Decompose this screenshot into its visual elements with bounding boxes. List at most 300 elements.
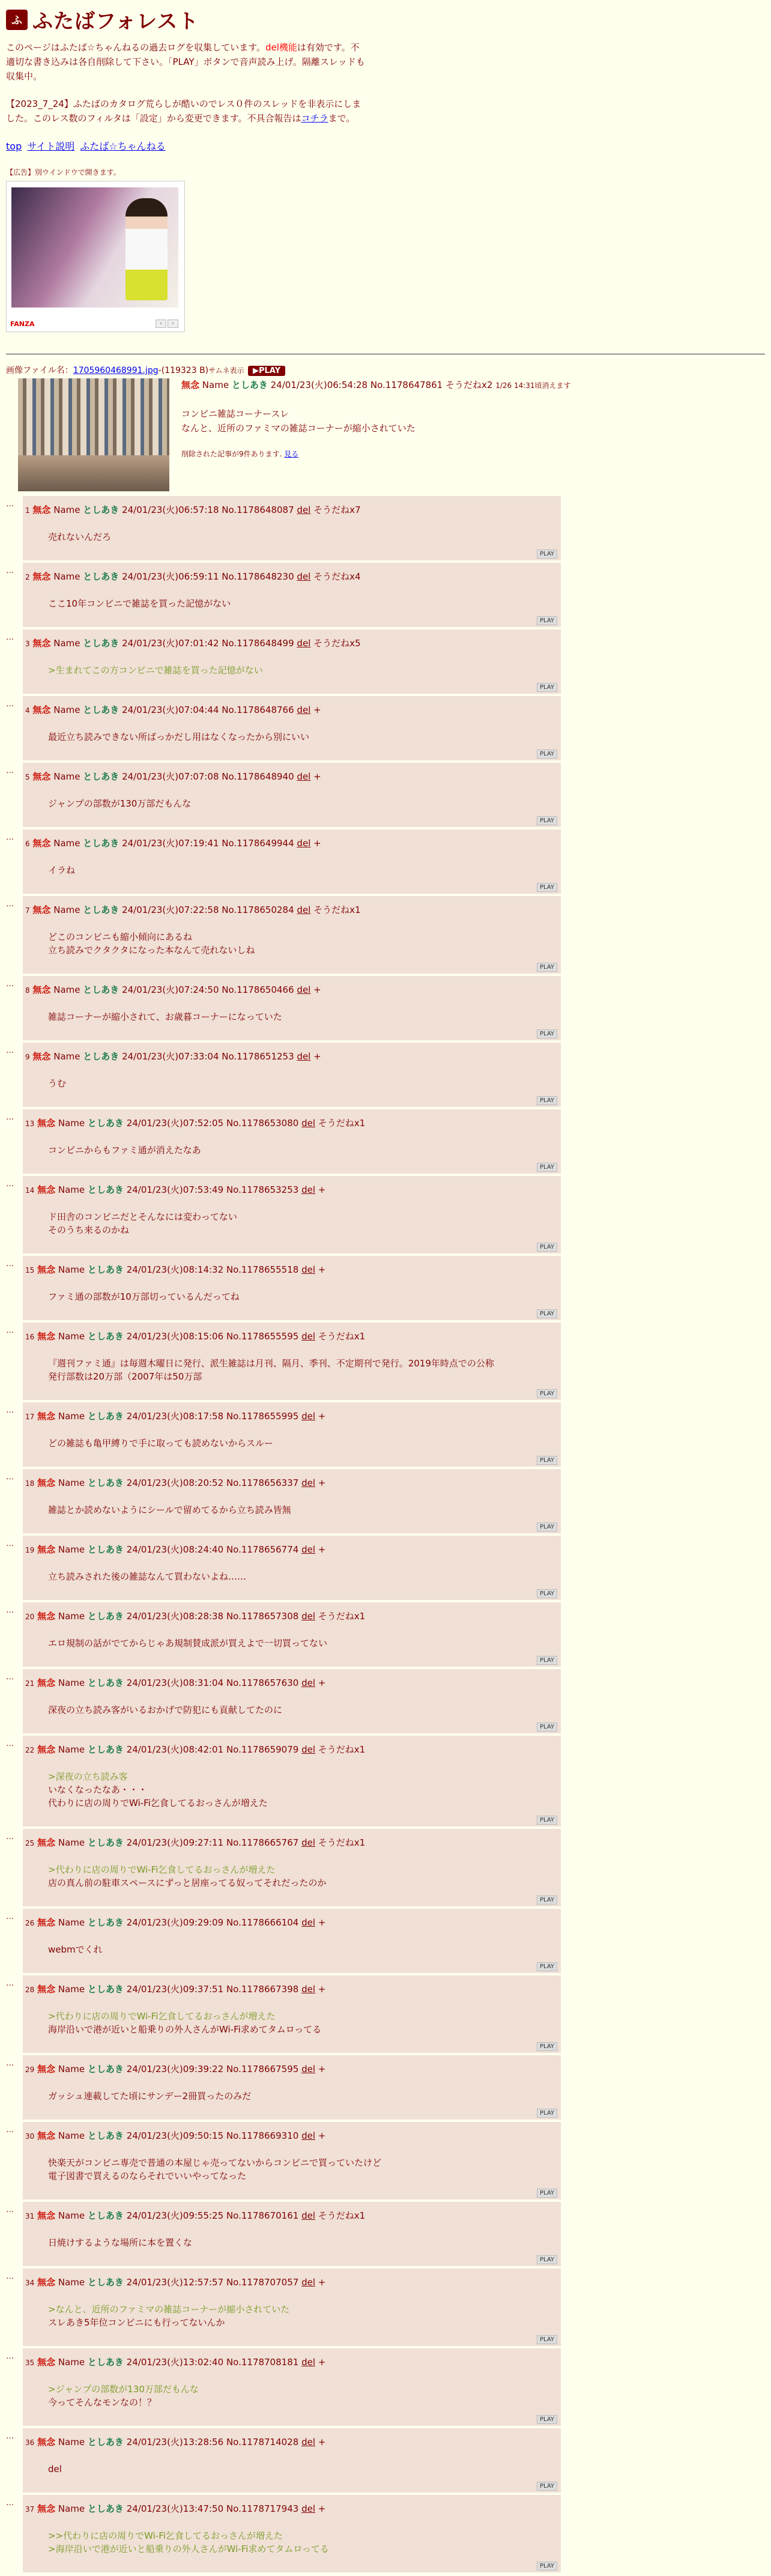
name-label: Name — [58, 2503, 85, 2514]
reply-number[interactable]: No.1178670161 — [226, 2210, 299, 2221]
del-link[interactable]: del — [301, 2503, 315, 2514]
reply-line: イラね — [48, 865, 76, 876]
reply-line: 海岸沿いで港が近いと船乗りの外人さんがWi-Fi求めてタムロってる — [48, 2024, 322, 2035]
soudane-button[interactable]: + — [318, 1184, 326, 1195]
play-button[interactable]: PLAY — [537, 2042, 557, 2051]
play-button[interactable]: PLAY — [537, 1589, 557, 1598]
reply-number[interactable]: No.1178650466 — [222, 984, 294, 995]
reply-box — [23, 2348, 561, 2426]
file-label: 画像ファイル名： — [6, 366, 73, 375]
reply-post — [6, 1176, 765, 1253]
reply-box — [23, 1469, 561, 1533]
name-label: Name — [202, 380, 229, 390]
reply-title: 無念 — [37, 1477, 56, 1488]
play-button[interactable]: PLAY — [537, 1523, 557, 1532]
reply-meta — [23, 1469, 561, 1489]
reply-box — [23, 1736, 561, 1826]
soudane-button[interactable]: そうだねx4 — [313, 571, 361, 582]
reply-title: 無念 — [37, 2503, 56, 2514]
play-button[interactable]: PLAY — [537, 1962, 557, 1971]
reply-line: 立ち読みされた後の雑誌なんて買わないよね…… — [48, 1571, 247, 1582]
reply-play — [23, 2040, 561, 2053]
del-link[interactable]: del — [301, 2357, 315, 2368]
nav-link-site-about[interactable]: サイト説明 — [27, 141, 75, 152]
play-button[interactable]: PLAY — [537, 1816, 557, 1825]
reply-post — [6, 2428, 765, 2493]
reply-index: 36 — [25, 2438, 35, 2447]
op-file-link[interactable]: 1705960468991.jpg — [73, 366, 159, 375]
reply-play — [23, 1453, 561, 1467]
reply-number[interactable]: No.1178667398 — [226, 1984, 299, 1995]
reply-number[interactable]: No.1178669310 — [226, 2130, 299, 2141]
reply-line: いなくなったなあ・・・ — [48, 1784, 148, 1795]
reply-box — [23, 496, 561, 560]
reply-index: 28 — [25, 1986, 35, 1994]
reply-dots: … — [6, 1473, 14, 1482]
quote-line: >代わりに店の周りでWi-Fi乞食してるおっさんが増えた — [48, 1864, 276, 1875]
reply-list — [6, 496, 765, 2572]
reply-box — [23, 563, 561, 627]
del-link[interactable]: del — [301, 1118, 315, 1129]
reply-line: 雑誌コーナーが縮小されて、お歳暮コーナーになっていた — [48, 1011, 282, 1022]
play-button[interactable]: PLAY — [537, 1309, 557, 1318]
reply-meta — [23, 1829, 561, 1849]
soudane-button[interactable]: + — [318, 1411, 326, 1422]
play-button[interactable]: PLAY — [537, 963, 557, 972]
reply-meta — [23, 763, 561, 783]
reply-date: 24/01/23(火)07:24:50 — [122, 984, 219, 995]
reply-dots: … — [6, 1406, 14, 1415]
reply-number[interactable]: No.1178714028 — [226, 2437, 299, 2447]
play-button[interactable]: PLAY — [537, 1096, 557, 1105]
reply-index: 9 — [25, 1053, 30, 1061]
reply-body — [23, 2448, 561, 2479]
soudane-button[interactable]: そうだねx1 — [318, 1331, 366, 1342]
reply-title: 無念 — [37, 1544, 56, 1555]
reply-body — [23, 783, 561, 814]
del-link[interactable]: del — [301, 1544, 315, 1555]
del-link[interactable]: del — [297, 838, 311, 849]
reply-number[interactable]: No.1178649944 — [222, 838, 294, 849]
reply-line: 快楽天がコンビニ専売で普通の本屋じゃ売ってないからコンビニで買っていたけど — [48, 2157, 382, 2168]
reply-title: 無念 — [37, 1744, 56, 1755]
reply-dots: … — [6, 1979, 14, 1988]
reply-title: 無念 — [37, 1184, 56, 1195]
soudane-button[interactable]: + — [318, 2357, 326, 2368]
reply-post — [6, 2495, 765, 2572]
soudane-button[interactable]: + — [313, 771, 321, 782]
reply-number[interactable]: No.1178650284 — [222, 905, 294, 915]
reply-post — [6, 829, 765, 894]
soudane-button[interactable]: + — [318, 1544, 326, 1555]
soudane-button[interactable]: + — [318, 1677, 326, 1688]
reply-number[interactable]: No.1178655995 — [226, 1411, 299, 1422]
nav-link-futaba[interactable]: ふたば☆ちゃんねる — [80, 141, 166, 152]
del-link[interactable]: del — [301, 2210, 315, 2221]
soudane-button[interactable]: + — [318, 2064, 326, 2074]
name-label: Name — [58, 1837, 85, 1848]
reply-play — [23, 1813, 561, 1826]
reply-post — [6, 629, 765, 694]
soudane-button[interactable]: そうだねx5 — [313, 638, 361, 649]
reply-line: スレあき5年位コンビニにも行ってないんか — [48, 2317, 225, 2328]
reply-line: ガッシュ連載してた頃にサンデー2冊買ったのみだ — [48, 2091, 252, 2102]
reply-body — [23, 1129, 561, 1160]
soudane-button[interactable]: そうだねx1 — [318, 1118, 366, 1129]
name-label: Name — [58, 1331, 85, 1342]
del-link[interactable]: del — [301, 1264, 315, 1275]
reply-line: ド田舎のコンビニだとそんなには変わってない — [48, 1211, 237, 1222]
reply-title: 無念 — [32, 905, 51, 915]
reply-line: 『週刊ファミ通』は毎週木曜日に発行、派生雑誌は月刊、隔月、季刊、不定期刊で発行。2019年時点での公称 — [48, 1358, 494, 1369]
quote-line: >なんと、近所のファミマの雑誌コーナーが縮小されていた — [48, 2304, 290, 2315]
reply-line: 売れないんだろ — [48, 532, 112, 542]
soudane-button[interactable]: + — [313, 1051, 321, 1062]
play-button[interactable]: PLAY — [537, 816, 557, 825]
soudane-button[interactable]: + — [318, 1984, 326, 1995]
reply-date: 24/01/23(火)08:15:06 — [126, 1331, 224, 1342]
del-link[interactable]: del — [297, 771, 311, 782]
name-label: Name — [58, 1611, 85, 1622]
op-number[interactable]: No.1178647861 — [370, 380, 443, 390]
reply-post — [6, 563, 765, 627]
reply-date: 24/01/23(火)06:57:18 — [122, 505, 219, 515]
name-label: Name — [53, 571, 80, 582]
reply-title: 無念 — [32, 771, 51, 782]
op-meta — [181, 378, 571, 391]
play-button[interactable]: PLAY — [537, 2335, 557, 2344]
reply-body — [23, 2288, 561, 2333]
name-label: Name — [58, 2064, 85, 2074]
show-deleted-link[interactable]: 見る — [284, 450, 299, 458]
reply-number[interactable]: No.1178648230 — [222, 571, 294, 582]
reply-body — [23, 1422, 561, 1453]
reply-number[interactable]: No.1178707057 — [226, 2277, 299, 2288]
soudane-button[interactable]: そうだねx1 — [318, 1837, 366, 1848]
reply-body — [23, 1929, 561, 1960]
reply-number[interactable]: No.1178708181 — [226, 2357, 299, 2368]
del-link[interactable]: del — [301, 2277, 315, 2288]
reply-number[interactable]: No.1178717943 — [226, 2503, 299, 2514]
ad-label: 【広告】別ウインドウで開きます。 — [6, 168, 121, 177]
reply-meta — [23, 1536, 561, 1556]
op-file-line — [6, 364, 765, 376]
reply-box — [23, 1043, 561, 1107]
quote-line: >海岸沿いで港が近いと船乗りの外人さんがWi-Fi求めてタムロってる — [48, 2544, 329, 2554]
reply-date: 24/01/23(火)08:28:38 — [126, 1611, 224, 1622]
reply-date: 24/01/23(火)07:19:41 — [122, 838, 219, 849]
reply-post — [6, 1256, 765, 1320]
reply-box — [23, 1602, 561, 1667]
reply-number[interactable]: No.1178667595 — [226, 2064, 299, 2074]
reply-date: 24/01/23(火)07:53:49 — [126, 1184, 224, 1195]
reply-line: 電子図書で買えるのならそれでいいやってなった — [48, 2171, 247, 2181]
reply-number[interactable]: No.1178648499 — [222, 638, 294, 649]
reply-play — [23, 680, 561, 694]
quote-line: >深夜の立ち読み客 — [48, 1771, 128, 1782]
reply-date: 24/01/23(火)12:57:57 — [126, 2277, 224, 2288]
reply-box — [23, 2495, 561, 2572]
ad-banner[interactable] — [6, 181, 185, 332]
reply-dots: … — [6, 2126, 14, 2135]
reply-play — [23, 814, 561, 827]
reply-name: としあき — [83, 984, 119, 995]
play-button[interactable]: PLAY — [537, 2562, 557, 2571]
name-label: Name — [53, 771, 80, 782]
op-thumbnail[interactable] — [18, 378, 169, 491]
reply-number[interactable]: No.1178653253 — [226, 1184, 299, 1195]
op-line: コンビニ雑誌コーナースレ — [181, 408, 289, 419]
soudane-button[interactable]: + — [318, 2277, 326, 2288]
del-link[interactable]: del — [301, 1744, 315, 1755]
play-button[interactable]: PLAY — [537, 2109, 557, 2118]
futaba-logo-icon[interactable]: ふ — [6, 10, 28, 30]
reply-meta — [23, 1736, 561, 1756]
op-post — [18, 378, 765, 491]
soudane-button[interactable]: + — [318, 2130, 326, 2141]
reply-name: としあき — [87, 2437, 124, 2447]
play-button[interactable]: PLAY — [537, 1029, 557, 1038]
reply-number[interactable]: No.1178655518 — [226, 1264, 299, 1275]
reply-meta — [23, 1109, 561, 1129]
soudane-button[interactable]: そうだねx1 — [318, 2210, 366, 2221]
reply-box — [23, 1975, 561, 2053]
reply-meta — [23, 1176, 561, 1196]
reply-dots: … — [6, 1739, 14, 1748]
name-label: Name — [58, 2210, 85, 2221]
reply-line: エロ規制の話がでてからじゃあ規制賛成派が買えよで一切買ってない — [48, 1638, 328, 1649]
reply-title: 無念 — [37, 2210, 56, 2221]
reply-date: 24/01/23(火)07:33:04 — [122, 1051, 219, 1062]
reply-number[interactable]: No.1178648940 — [222, 771, 294, 782]
reply-number[interactable]: No.1178656774 — [226, 1544, 299, 1555]
file-size: -(119323 B) — [158, 366, 209, 375]
op-soudane[interactable]: そうだねx2 — [446, 380, 493, 390]
nav-link-top[interactable]: top — [6, 141, 22, 152]
reply-date: 24/01/23(火)13:28:56 — [126, 2437, 224, 2447]
reply-play — [23, 1240, 561, 1253]
play-button[interactable]: PLAY — [537, 683, 557, 692]
reply-meta — [23, 829, 561, 849]
reply-number[interactable]: No.1178648087 — [222, 505, 294, 515]
reply-dots: … — [6, 833, 14, 842]
del-link[interactable]: del — [297, 638, 311, 649]
play-button[interactable]: PLAY — [537, 1389, 557, 1398]
del-link[interactable]: del — [301, 1411, 315, 1422]
del-link[interactable]: del — [301, 1611, 315, 1622]
reply-body — [23, 1196, 561, 1240]
reply-name: としあき — [83, 571, 119, 582]
soudane-button[interactable]: + — [318, 1477, 326, 1488]
play-button[interactable]: PLAY — [537, 2255, 557, 2264]
del-link[interactable]: del — [301, 1331, 315, 1342]
play-button[interactable]: PLAY — [537, 1723, 557, 1732]
reply-play — [23, 2253, 561, 2266]
del-link[interactable]: del — [301, 1184, 315, 1195]
op-play-button[interactable]: ▶PLAY — [248, 366, 285, 376]
del-link[interactable]: del — [301, 1984, 315, 1995]
play-button[interactable]: PLAY — [537, 616, 557, 625]
reply-post — [6, 763, 765, 827]
reply-title: 無念 — [32, 505, 51, 515]
reply-number[interactable]: No.1178648766 — [222, 705, 294, 715]
ad-image[interactable] — [11, 187, 178, 308]
reply-dots: … — [6, 766, 14, 775]
reply-date: 24/01/23(火)09:39:22 — [126, 2064, 224, 2074]
reply-title: 無念 — [32, 984, 51, 995]
soudane-button[interactable]: + — [318, 2503, 326, 2514]
reply-body — [23, 1489, 561, 1520]
del-link[interactable]: del — [301, 1677, 315, 1688]
reply-dots: … — [6, 566, 14, 575]
del-link[interactable]: del — [301, 1917, 315, 1928]
soudane-button[interactable]: + — [318, 2437, 326, 2447]
reply-number[interactable]: No.1178655595 — [226, 1331, 299, 1342]
reply-body — [23, 1849, 561, 1893]
reply-body — [23, 2075, 561, 2106]
reply-index: 21 — [25, 1679, 35, 1688]
play-button[interactable]: PLAY — [537, 1243, 557, 1252]
reply-index: 3 — [25, 640, 30, 648]
play-button[interactable]: PLAY — [537, 2415, 557, 2424]
reply-post — [6, 976, 765, 1040]
play-button[interactable]: PLAY — [537, 750, 557, 759]
soudane-button[interactable]: + — [313, 705, 321, 715]
deleted-notice — [181, 449, 571, 459]
reply-date: 24/01/23(火)07:07:08 — [122, 771, 219, 782]
name-label: Name — [58, 2357, 85, 2368]
del-link[interactable]: del — [297, 705, 311, 715]
reply-play — [23, 1720, 561, 1733]
reply-box — [23, 2055, 561, 2120]
reply-line: そのうち来るのかね — [48, 1225, 130, 1235]
op-line: なんと、近所のファミマの雑誌コーナーが縮小されていた — [181, 423, 416, 434]
name-label: Name — [53, 705, 80, 715]
ad-figure — [125, 198, 168, 300]
reply-name: としあき — [87, 1544, 124, 1555]
reply-post — [6, 496, 765, 560]
reply-meta — [23, 1975, 561, 1995]
op-text — [181, 407, 571, 435]
reply-meta — [23, 1323, 561, 1342]
name-label: Name — [53, 505, 80, 515]
play-button[interactable]: PLAY — [537, 2482, 557, 2491]
soudane-button[interactable]: そうだねx1 — [318, 1744, 366, 1755]
name-label: Name — [53, 1051, 80, 1062]
site-title[interactable]: ふたばフォレスト — [32, 10, 199, 34]
del-link[interactable]: del — [301, 1477, 315, 1488]
del-link[interactable]: del — [301, 2130, 315, 2141]
soudane-button[interactable]: そうだねx1 — [318, 1611, 366, 1622]
reply-play — [23, 2559, 561, 2572]
intro-text: 【2023_7_24】ふたばのカタログ荒らしが酷いのでレス０件のスレッドを非表示にしました。このレス数のフィルタは「設定」から変更できます。不具合報告は — [6, 98, 361, 124]
reply-meta — [23, 629, 561, 649]
play-button[interactable]: PLAY — [537, 1656, 557, 1665]
report-link[interactable]: コチラ — [301, 113, 328, 124]
reply-number[interactable]: No.1178651253 — [222, 1051, 294, 1062]
reply-date: 24/01/23(火)07:01:42 — [122, 638, 219, 649]
name-label: Name — [58, 1118, 85, 1129]
soudane-button[interactable]: そうだねx1 — [313, 905, 361, 915]
ad-prev-button[interactable]: ‹ — [156, 320, 166, 328]
ad-next-button[interactable]: › — [168, 320, 178, 328]
reply-number[interactable]: No.1178653080 — [226, 1118, 299, 1129]
soudane-button[interactable]: + — [313, 838, 321, 849]
del-link[interactable]: del — [297, 905, 311, 915]
del-link[interactable]: del — [297, 505, 311, 515]
op-body — [181, 378, 571, 491]
name-label: Name — [53, 638, 80, 649]
del-link[interactable]: del — [297, 984, 311, 995]
reply-name: としあき — [87, 1837, 124, 1848]
reply-box — [23, 1536, 561, 1600]
intro — [6, 40, 366, 126]
reply-date: 24/01/23(火)09:55:25 — [126, 2210, 224, 2221]
del-link[interactable]: del — [301, 2064, 315, 2074]
reply-box — [23, 1109, 561, 1174]
soudane-button[interactable]: そうだねx7 — [313, 505, 361, 515]
reply-body — [23, 649, 561, 680]
reply-dots: … — [6, 1046, 14, 1055]
reply-play — [23, 2479, 561, 2493]
reply-name: としあき — [87, 1744, 124, 1755]
play-button[interactable]: PLAY — [537, 1456, 557, 1465]
reply-post — [6, 1402, 765, 1467]
reply-line: コンビニからもファミ通が消えたなあ — [48, 1145, 201, 1156]
reply-title: 無念 — [37, 1917, 56, 1928]
reply-body — [23, 1556, 561, 1587]
reply-dots: … — [6, 2059, 14, 2068]
reply-name: としあき — [87, 1917, 124, 1928]
reply-post — [6, 896, 765, 974]
reply-number[interactable]: No.1178665767 — [226, 1837, 299, 1848]
reply-meta — [23, 976, 561, 996]
reply-meta — [23, 2202, 561, 2222]
del-link[interactable]: del — [297, 1051, 311, 1062]
reply-play — [23, 2413, 561, 2426]
reply-dots: … — [6, 1113, 14, 1122]
del-link[interactable]: del — [297, 571, 311, 582]
del-link[interactable]: del — [301, 1837, 315, 1848]
reply-index: 14 — [25, 1186, 35, 1195]
soudane-button[interactable]: + — [313, 984, 321, 995]
reply-index: 18 — [25, 1479, 35, 1488]
reply-post — [6, 1829, 765, 1906]
soudane-button[interactable]: + — [318, 1264, 326, 1275]
reply-number[interactable]: No.1178657308 — [226, 1611, 299, 1622]
play-button[interactable]: PLAY — [537, 883, 557, 892]
soudane-button[interactable]: + — [318, 1917, 326, 1928]
reply-play — [23, 747, 561, 760]
reply-number[interactable]: No.1178659079 — [226, 1744, 299, 1755]
play-button[interactable]: PLAY — [537, 550, 557, 559]
reply-title: 無念 — [37, 2064, 56, 2074]
play-button[interactable]: PLAY — [537, 2189, 557, 2198]
reply-meta — [23, 2495, 561, 2515]
reply-number[interactable]: No.1178666104 — [226, 1917, 299, 1928]
reply-index: 5 — [25, 773, 30, 781]
play-button[interactable]: PLAY — [537, 1163, 557, 1172]
reply-body — [23, 2142, 561, 2186]
reply-post — [6, 2202, 765, 2266]
reply-play — [23, 614, 561, 627]
thumb-note: サムネ表示 — [208, 366, 244, 375]
reply-number[interactable]: No.1178656337 — [226, 1477, 299, 1488]
play-button[interactable]: PLAY — [537, 1896, 557, 1905]
del-link[interactable]: del — [301, 2437, 315, 2447]
ad-brand-logo: FANZA — [10, 320, 35, 328]
reply-number[interactable]: No.1178657630 — [226, 1677, 299, 1688]
